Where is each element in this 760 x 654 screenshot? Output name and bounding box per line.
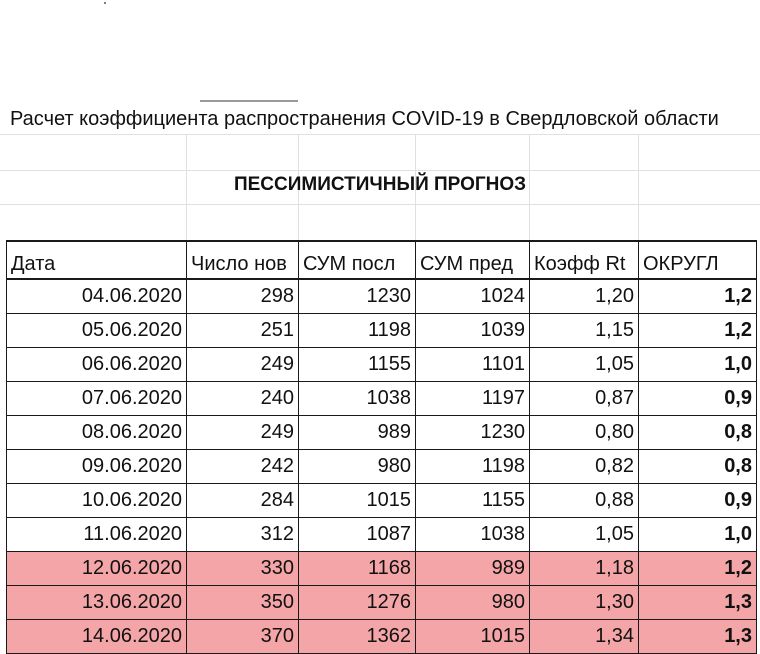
cell-sum-last[interactable]: 1015: [299, 484, 416, 518]
cell-sum-prev[interactable]: 1024: [416, 279, 530, 314]
cell-sum-last[interactable]: 1155: [299, 348, 416, 382]
cell-new-cases[interactable]: 350: [187, 586, 299, 620]
grid-line: [0, 134, 760, 135]
cell-rounded[interactable]: 1,3: [639, 620, 757, 654]
table-row: [7, 382, 757, 416]
cell-sum-last[interactable]: 1198: [299, 314, 416, 348]
cell-rounded[interactable]: 0,8: [639, 416, 757, 450]
cell-date[interactable]: 09.06.2020: [7, 450, 187, 484]
column-header-sum-last[interactable]: СУМ посл: [299, 241, 416, 279]
cell-sum-last[interactable]: 980: [299, 450, 416, 484]
cell-new-cases[interactable]: 249: [187, 348, 299, 382]
cell-sum-last[interactable]: 1168: [299, 552, 416, 586]
cell-rounded[interactable]: 0,9: [639, 382, 757, 416]
table-body: [7, 279, 757, 654]
cell-sum-last[interactable]: 1276: [299, 586, 416, 620]
cell-sum-prev[interactable]: 1039: [416, 314, 530, 348]
table-row: [7, 416, 757, 450]
cell-selection-mark: [200, 100, 298, 102]
table-row: [7, 620, 757, 654]
cell-sum-prev[interactable]: 989: [416, 552, 530, 586]
forecast-heading[interactable]: ПЕССИМИСТИЧНЫЙ ПРОГНОЗ: [233, 174, 527, 195]
cell-date[interactable]: 14.06.2020: [7, 620, 187, 654]
cell-new-cases[interactable]: 370: [187, 620, 299, 654]
cell-sum-last[interactable]: 1038: [299, 382, 416, 416]
cell-rt[interactable]: 1,30: [530, 586, 639, 620]
cell-rt[interactable]: 0,88: [530, 484, 639, 518]
data-table: [6, 240, 757, 654]
cell-rt[interactable]: 0,82: [530, 450, 639, 484]
cell-rounded[interactable]: 1,2: [639, 279, 757, 314]
cell-sum-last[interactable]: 989: [299, 416, 416, 450]
cell-date[interactable]: 10.06.2020: [7, 484, 187, 518]
cell-sum-prev[interactable]: 1198: [416, 450, 530, 484]
cell-date[interactable]: 06.06.2020: [7, 348, 187, 382]
cell-date[interactable]: 12.06.2020: [7, 552, 187, 586]
cell-date[interactable]: 07.06.2020: [7, 382, 187, 416]
cell-new-cases[interactable]: 251: [187, 314, 299, 348]
cell-new-cases[interactable]: 249: [187, 416, 299, 450]
table-row: [7, 518, 757, 552]
cell-rt[interactable]: 1,18: [530, 552, 639, 586]
table-row: [7, 484, 757, 518]
table-row: [7, 279, 757, 314]
cell-date[interactable]: 04.06.2020: [7, 279, 187, 314]
cell-sum-prev[interactable]: 1155: [416, 484, 530, 518]
cell-new-cases[interactable]: 242: [187, 450, 299, 484]
cell-date[interactable]: 05.06.2020: [7, 314, 187, 348]
cell-sum-prev[interactable]: 1230: [416, 416, 530, 450]
cell-sum-last[interactable]: 1362: [299, 620, 416, 654]
cell-sum-last[interactable]: 1230: [299, 279, 416, 314]
column-header-date[interactable]: Дата: [7, 241, 187, 279]
column-header-new-cases[interactable]: Число нов: [187, 241, 299, 279]
cell-sum-prev[interactable]: 980: [416, 586, 530, 620]
table-row: [7, 450, 757, 484]
cell-new-cases[interactable]: 240: [187, 382, 299, 416]
cell-sum-prev[interactable]: 1197: [416, 382, 530, 416]
cell-new-cases[interactable]: 330: [187, 552, 299, 586]
sheet-title[interactable]: Расчет коэффициента распространения COVID-19 в Свердловской области: [10, 108, 719, 130]
cell-sum-last[interactable]: 1087: [299, 518, 416, 552]
table-row: [7, 552, 757, 586]
cell-date[interactable]: 08.06.2020: [7, 416, 187, 450]
cell-rounded[interactable]: 1,0: [639, 518, 757, 552]
cell-new-cases[interactable]: 298: [187, 279, 299, 314]
column-header-rt[interactable]: Коэфф Rt: [530, 241, 639, 279]
grid-line: [0, 170, 760, 171]
column-header-rounded[interactable]: ОКРУГЛ: [639, 241, 757, 279]
table-row: [7, 348, 757, 382]
cell-sum-prev[interactable]: 1038: [416, 518, 530, 552]
cell-rt[interactable]: 1,20: [530, 279, 639, 314]
cell-rounded[interactable]: 0,8: [639, 450, 757, 484]
cell-rounded[interactable]: 1,2: [639, 314, 757, 348]
cell-sum-prev[interactable]: 1101: [416, 348, 530, 382]
cell-rounded[interactable]: 1,2: [639, 552, 757, 586]
header-row: [7, 241, 757, 279]
cell-rounded[interactable]: 1,0: [639, 348, 757, 382]
cell-rt[interactable]: 1,34: [530, 620, 639, 654]
cell-date[interactable]: 13.06.2020: [7, 586, 187, 620]
cell-new-cases[interactable]: 284: [187, 484, 299, 518]
cell-rounded[interactable]: 0,9: [639, 484, 757, 518]
cell-new-cases[interactable]: 312: [187, 518, 299, 552]
cell-rt[interactable]: 0,80: [530, 416, 639, 450]
cell-rt[interactable]: 0,87: [530, 382, 639, 416]
cell-rt[interactable]: 1,15: [530, 314, 639, 348]
cell-rounded[interactable]: 1,3: [639, 586, 757, 620]
cell-sum-prev[interactable]: 1015: [416, 620, 530, 654]
cell-date[interactable]: 11.06.2020: [7, 518, 187, 552]
table-row: [7, 314, 757, 348]
table-row: [7, 586, 757, 620]
cell-rt[interactable]: 1,05: [530, 518, 639, 552]
grid-line: [0, 204, 760, 205]
cell-rt[interactable]: 1,05: [530, 348, 639, 382]
stray-dot: [104, 2, 106, 4]
column-header-sum-prev[interactable]: СУМ пред: [416, 241, 530, 279]
